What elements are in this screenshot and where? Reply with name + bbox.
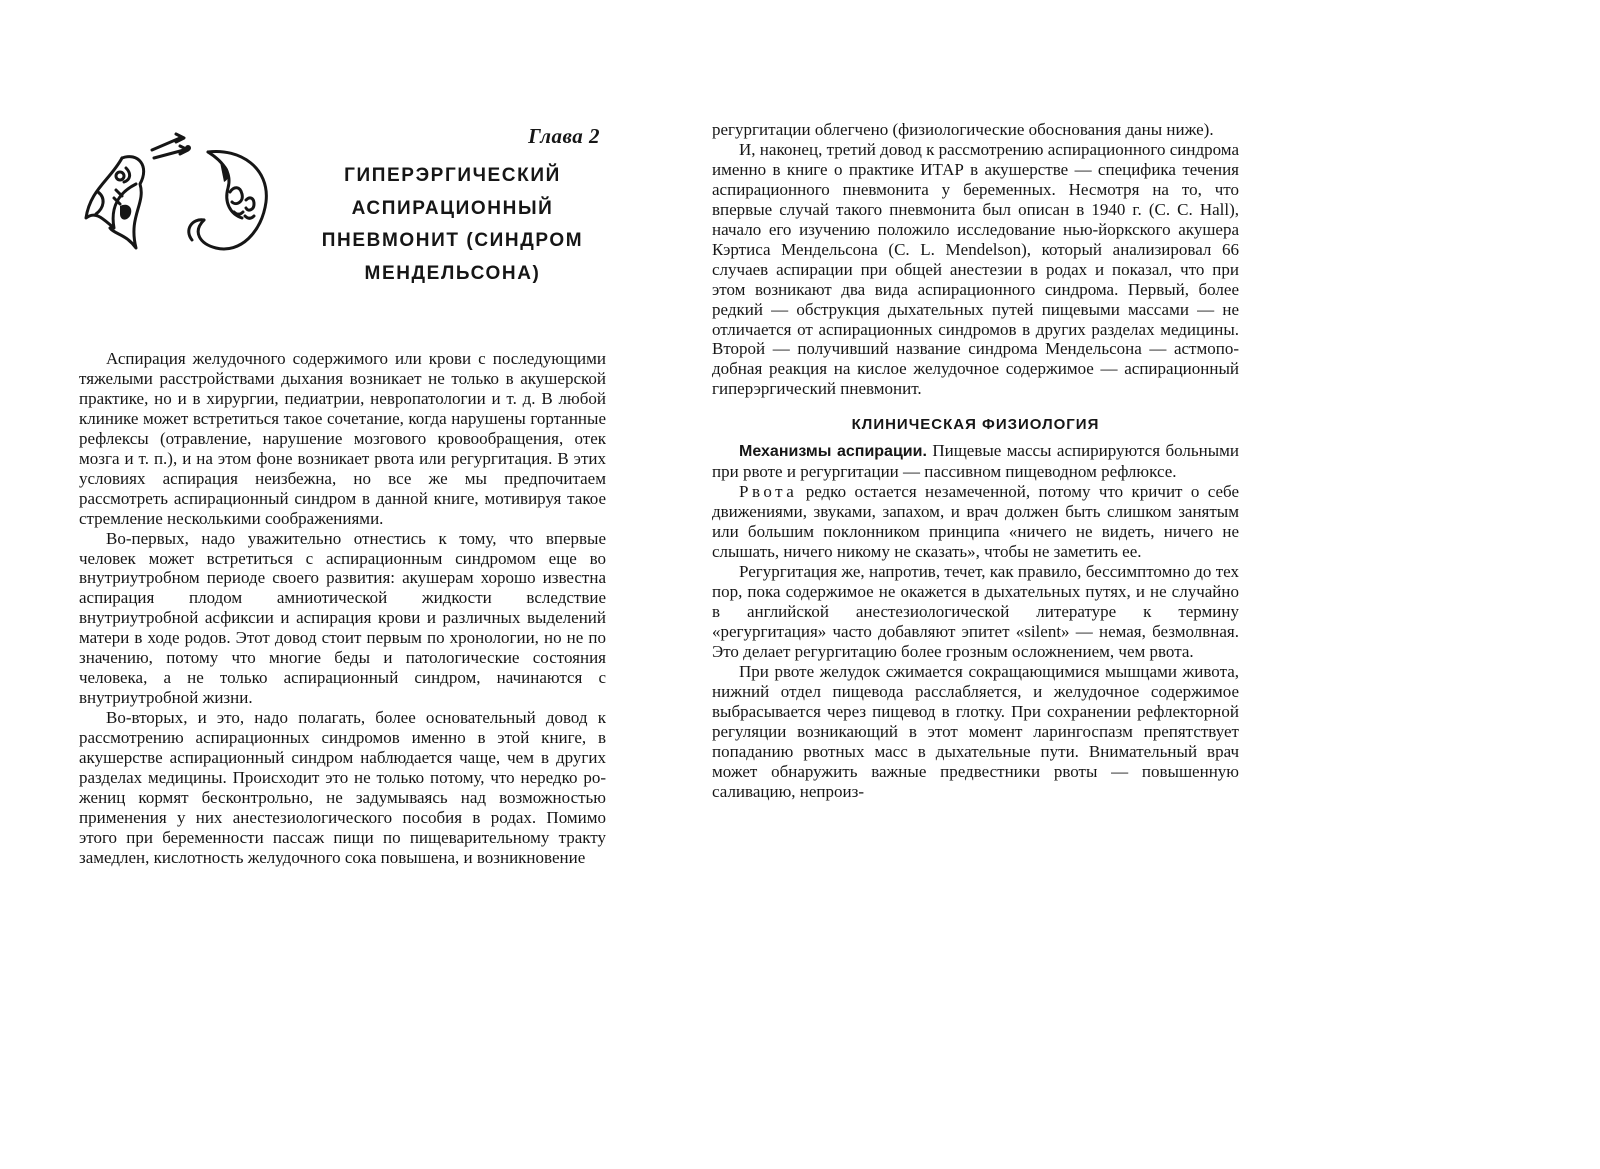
paragraph-vomit — [712, 482, 1239, 562]
paragraph: Аспирация желудочного содержимого или крови с последующими тяжелыми расстройствами дыхания возникает не только в акушерской практике, но и в хирургии, педиатрии, невропатологии и т. д. В любой клинике может встретиться такое сочетание, когда нарушены гортанные рефлексы (отравление, нарушение мозгового кровообращения, отек мозга и т. п.), и на этом фоне возникает рвота или регургитация. В этих условиях аспирация неизбежна, но все же мы предпочитаем рассмотреть аспирационный синдром в данной книге, мотивируя такое стремление несколькими соображениями. — [79, 349, 606, 528]
paragraph-text: Пищевые массы аспирируются больными при рвоте и регургитации — пассивном пищеводном рефлюксе. — [712, 441, 1239, 482]
left-text-column — [79, 349, 606, 868]
chapter-label: Глава 2 — [528, 124, 600, 148]
paragraph-text: редко остается незамеченной, потому что кричит о себе движениями, звуками, запахом, и врач должен быть слишком занятым или большим поклонником принципа «ничего не видеть, ничего не слышать, ничего никому не сказать», чтобы не заметить ее. — [712, 482, 1239, 562]
emphasized-term: Рвота — [739, 482, 798, 502]
chapter-title: ГИПЕРЭРГИЧЕСКИЙ АСПИРАЦИОННЫЙ ПНЕВМОНИТ (СИНДРОМ МЕНДЕЛЬСОНА) — [321, 165, 584, 284]
chapter-emblem-icon — [80, 122, 280, 268]
run-in-heading: Механизмы аспирации. — [739, 443, 927, 461]
right-page — [712, 0, 1600, 1169]
paragraph: Во-первых, надо уважительно отнестись к тому, что впервые человек может встретиться с аспирационным синдромом еще во внутриутробном периоде своего развития: акушерам хорошо известна аспирация плодом амниотической жидкости вследствие внутриутробной асфиксии и аспирация крови и различных выделений матери в ходе родов. Этот довод стоит первым по хронологии, но не по значению, потому что многие беды и патологические состояния человека, а не только аспирационный синдром, начинаются с внутриутробной жизни. — [79, 528, 606, 708]
paragraph: И, наконец, третий довод к рассмотрению аспирационного синдрома именно в книге о практике ИТАР в акушерстве — специфика течения аспирационного пневмонита у беременных. Несмотря на то, что впервые случай такого пневмонита был описан в 1940 г. (С. С. Hall), начало его изучению положило исследование нью-йоркского акушера Кэртиса Мендельсона (C. L. Mendelson), который анализировал 66 случаев аспирации при общей анестезии в родах и показал, что при этом возникают два вида аспирационного синдрома. Первый, более редкий — обструкция дыхательных путей пищевыми массами — не отличается от аспирационных синдромов в других разделах медицины. Второй — получивший название синдрома Мендельсона — астмоподобная реакция на кислое желудочное содержимое — аспирационный гиперэргический пневмонит. — [712, 139, 1239, 399]
paragraph-continuation: регургитации облегчено (физиологические обоснования даны ниже). — [712, 120, 1214, 139]
paragraph: Регургитация же, напротив, течет, как правило, бессимптомно до тех пор, пока содержимое не окажется в дыхательных путях, и не случайно в английской анестезиологической литературе к термину «регургитация» часто добавляют эпитет «silent» — немая, безмолвная. Это делает регургитацию более грозным осложнением, чем рвота. — [712, 562, 1239, 661]
paragraph-mechanisms — [712, 441, 1239, 482]
paragraph: При рвоте желудок сжимается сокращающимися мышцами живота, нижний отдел пищевода расслабляется, и желудочное содержимое выбрасывается через пищевод в глотку. При сохранении рефлекторной регуляции возникающий в этот момент ларингоспазм препятствует попаданию рвотных масс в дыхательные пути. Внимательный врач может обнаружить важные предвестники рвоты — повышенную саливацию, непроиз- — [712, 661, 1239, 801]
right-text-column — [712, 120, 1239, 801]
paragraph: Во-вторых, и это, надо полагать, более основательный довод к рассмотрению аспирационных синдромов именно в этой книге, в акушерстве аспирационный синдром наблюдается чаще, чем в других разделах медицины. Происходит это не только потому, что нередко рожениц кормят бесконтрольно, не задумываясь над возможностью применения у них анестезиологического пособия в родах. Помимо этого при беременности пассаж пищи по пищеварительному тракту замедлен, кислотность желудочного сока повышена, и возникновение — [79, 708, 606, 867]
section-heading: КЛИНИЧЕСКАЯ ФИЗИОЛОГИЯ — [851, 416, 1100, 434]
